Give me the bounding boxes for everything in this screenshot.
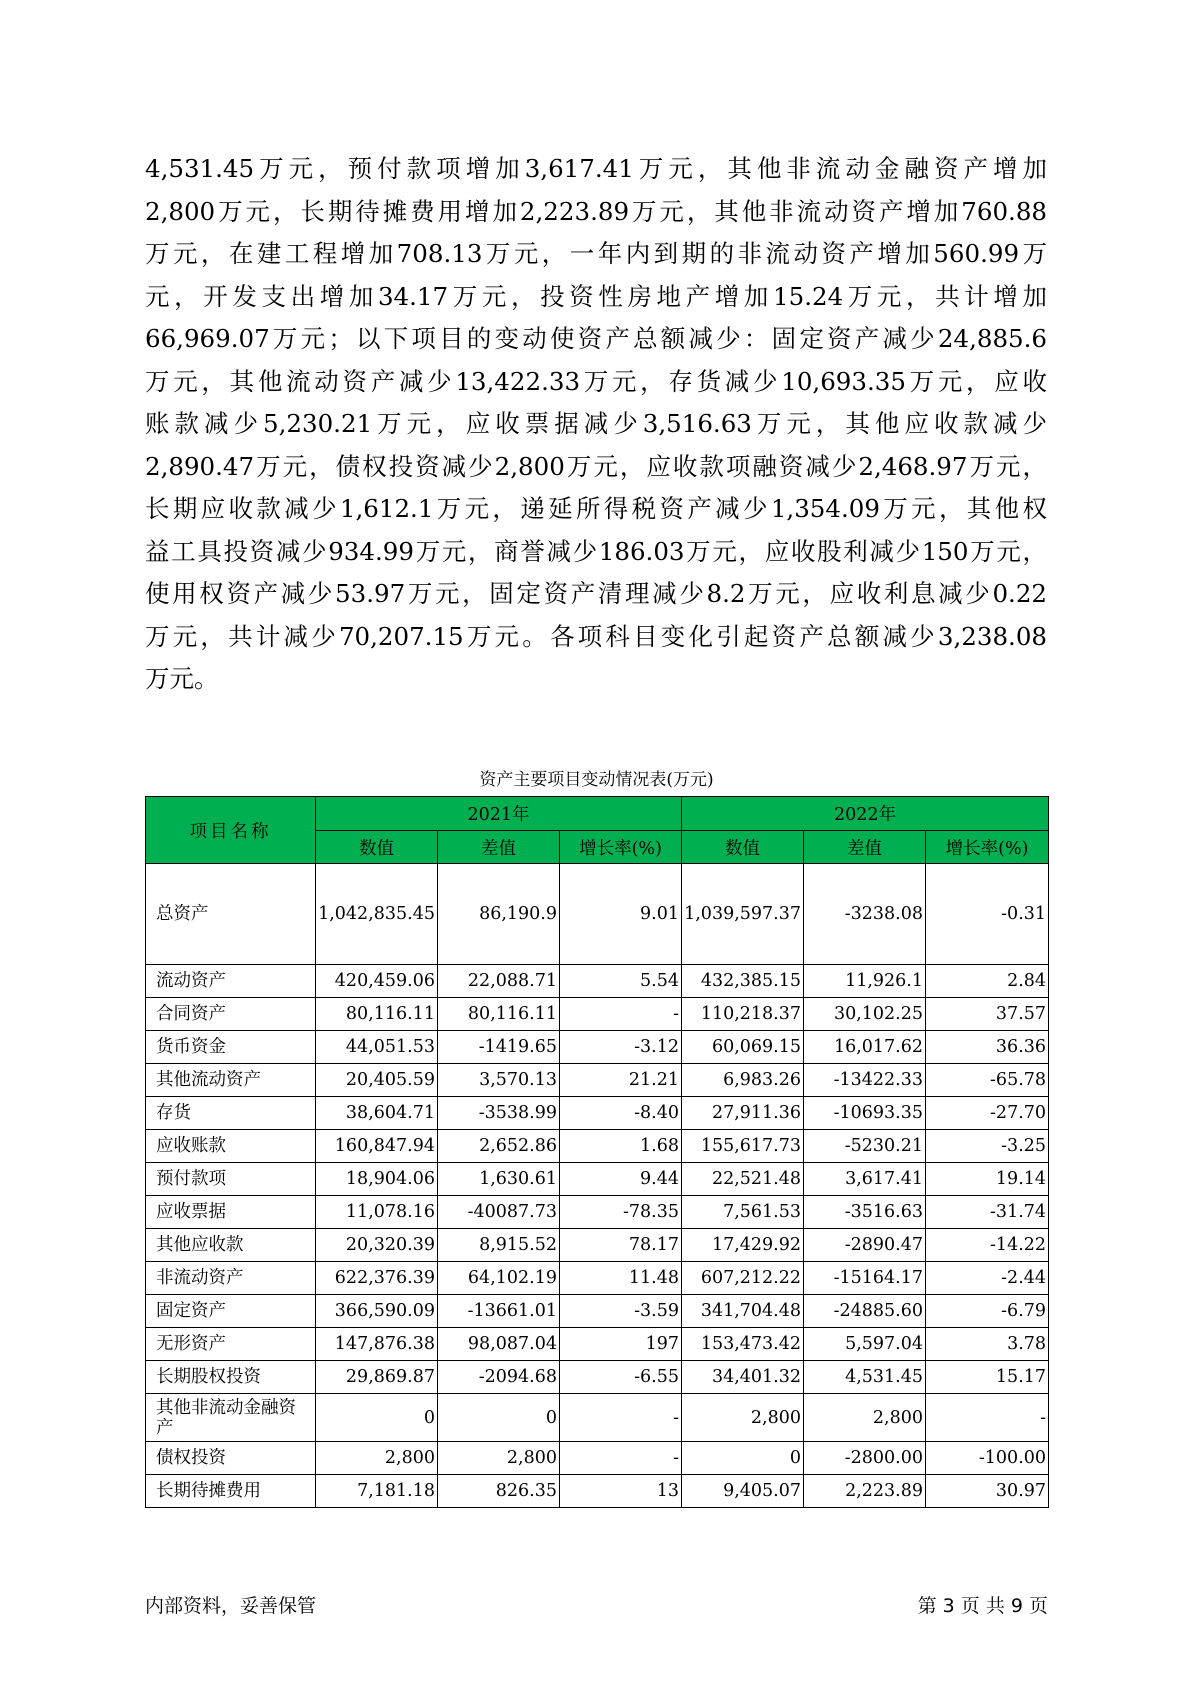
value-2022-cell: 155,617.73 (682, 1130, 804, 1163)
value-2022-cell: 7,561.53 (682, 1196, 804, 1229)
diff-2021-cell: 8,915.52 (438, 1229, 560, 1262)
diff-2021-cell: 2,652.86 (438, 1130, 560, 1163)
table-row (146, 1361, 1049, 1394)
table-row (146, 864, 1049, 965)
value-2022-cell: 17,429.92 (682, 1229, 804, 1262)
paragraph-line: 万元，在建工程增加708.13万元，一年内到期的非流动资产增加560.99万 (145, 239, 1047, 268)
table-row (146, 1064, 1049, 1097)
paragraph-line: 长期应收款减少1,612.1万元，递延所得税资产减少1,354.09万元，其他权 (145, 494, 1047, 523)
value-2021-cell: 1,042,835.45 (316, 864, 438, 965)
growth-2021-cell: 5.54 (560, 965, 682, 998)
diff-2021-cell: 0 (438, 1394, 560, 1442)
growth-2022-cell: -3.25 (926, 1130, 1049, 1163)
row-name-cell: 预付款项 (146, 1163, 316, 1196)
paragraph-line: 万元，其他流动资产减少13,422.33万元，存货减少10,693.35万元，应收 (145, 366, 1047, 396)
value-2022-cell: 6,983.26 (682, 1064, 804, 1097)
row-name-cell: 总资产 (146, 864, 316, 965)
value-2021-cell: 20,320.39 (316, 1229, 438, 1262)
growth-2021-cell: 11.48 (560, 1262, 682, 1295)
growth-2022-cell: -100.00 (926, 1442, 1049, 1475)
paragraph-line: 2,800万元，长期待摊费用增加2,223.89万元，其他非流动资产增加760.88 (145, 196, 1047, 226)
diff-2021-cell: 98,087.04 (438, 1328, 560, 1361)
growth-2022-cell: -27.70 (926, 1097, 1049, 1130)
diff-2022-cell: -24885.60 (804, 1295, 926, 1328)
row-name-cell: 其他应收款 (146, 1229, 316, 1262)
growth-2022-cell: 15.17 (926, 1361, 1049, 1394)
paragraph-line: 益工具投资减少934.99万元，商誉减少186.03万元，应收股利减少150万元， (145, 536, 1047, 566)
paragraph-line: 4,531.45万元，预付款项增加3,617.41万元，其他非流动金融资产增加 (145, 154, 1047, 183)
growth-2022-cell: -6.79 (926, 1295, 1049, 1328)
value-2022-cell: 2,800 (682, 1394, 804, 1442)
growth-2022-cell: 37.57 (926, 998, 1049, 1031)
value-2021-cell: 622,376.39 (316, 1262, 438, 1295)
growth-2022-cell: -65.78 (926, 1064, 1049, 1097)
growth-2021-cell: 13 (560, 1475, 682, 1508)
growth-2021-cell: -3.12 (560, 1031, 682, 1064)
growth-2022-cell: 30.97 (926, 1475, 1049, 1508)
diff-2021-cell: -13661.01 (438, 1295, 560, 1328)
growth-2021-cell: -3.59 (560, 1295, 682, 1328)
value-2021-cell: 147,876.38 (316, 1328, 438, 1361)
table-row (146, 1262, 1049, 1295)
value-2021-cell: 160,847.94 (316, 1130, 438, 1163)
paragraph-line: 2,890.47万元，债权投资减少2,800万元，应收款项融资减少2,468.97万元， (145, 451, 1047, 481)
table-row (146, 1196, 1049, 1229)
growth-2022-cell: 3.78 (926, 1328, 1049, 1361)
table-row (146, 1442, 1049, 1475)
value-2022-cell: 22,521.48 (682, 1163, 804, 1196)
row-name-cell: 债权投资 (146, 1442, 316, 1475)
table-body (146, 864, 1049, 1508)
paragraph-line: 万元。 (145, 664, 219, 693)
value-2022-cell: 432,385.15 (682, 965, 804, 998)
growth-2021-cell: - (560, 998, 682, 1031)
value-2021-cell: 80,116.11 (316, 998, 438, 1031)
asset-change-table (145, 796, 1049, 1508)
growth-2021-cell: 9.44 (560, 1163, 682, 1196)
growth-2021-cell: 9.01 (560, 864, 682, 965)
diff-2022-cell: 30,102.25 (804, 998, 926, 1031)
paragraph-line: 元，开发支出增加34.17万元，投资性房地产增加15.24万元，共计增加 (145, 281, 1047, 311)
value-2022-cell: 34,401.32 (682, 1361, 804, 1394)
header-growth: 增长率(%) (926, 831, 1049, 864)
row-name-cell: 存货 (146, 1097, 316, 1130)
diff-2021-cell: 80,116.11 (438, 998, 560, 1031)
row-name-cell: 固定资产 (146, 1295, 316, 1328)
diff-2021-cell: 64,102.19 (438, 1262, 560, 1295)
growth-2021-cell: - (560, 1442, 682, 1475)
diff-2021-cell: 3,570.13 (438, 1064, 560, 1097)
value-2021-cell: 18,904.06 (316, 1163, 438, 1196)
paragraph-line: 账款减少5,230.21万元，应收票据减少3,516.63万元，其他应收款减少 (145, 409, 1047, 438)
diff-2021-cell: 1,630.61 (438, 1163, 560, 1196)
value-2022-cell: 110,218.37 (682, 998, 804, 1031)
header-year-2021: 2021年 (316, 797, 682, 831)
paragraph-line: 使用权资产减少53.97万元，固定资产清理减少8.2万元，应收利息减少0.22 (145, 579, 1047, 608)
growth-2022-cell: 2.84 (926, 965, 1049, 998)
diff-2021-cell: 2,800 (438, 1442, 560, 1475)
value-2021-cell: 20,405.59 (316, 1064, 438, 1097)
header-diff: 差值 (438, 831, 560, 864)
row-name-cell: 应收票据 (146, 1196, 316, 1229)
value-2021-cell: 7,181.18 (316, 1475, 438, 1508)
footer-confidential-note: 内部资料，妥善保管 (145, 1595, 317, 1617)
diff-2022-cell: 3,617.41 (804, 1163, 926, 1196)
value-2021-cell: 29,869.87 (316, 1361, 438, 1394)
table-row (146, 998, 1049, 1031)
row-name-cell: 长期股权投资 (146, 1361, 316, 1394)
table-row (146, 1475, 1049, 1508)
diff-2021-cell: 826.35 (438, 1475, 560, 1508)
table-row (146, 1295, 1049, 1328)
diff-2022-cell: -3238.08 (804, 864, 926, 965)
growth-2021-cell: 197 (560, 1328, 682, 1361)
value-2021-cell: 0 (316, 1394, 438, 1442)
diff-2022-cell: 11,926.1 (804, 965, 926, 998)
diff-2022-cell: 2,800 (804, 1394, 926, 1442)
growth-2021-cell: 78.17 (560, 1229, 682, 1262)
paragraph-line: 万元，共计减少70,207.15万元。各项科目变化引起资产总额减少3,238.08 (145, 621, 1047, 651)
diff-2022-cell: -13422.33 (804, 1064, 926, 1097)
header-diff: 差值 (804, 831, 926, 864)
diff-2022-cell: -15164.17 (804, 1262, 926, 1295)
diff-2022-cell: 5,597.04 (804, 1328, 926, 1361)
diff-2022-cell: -5230.21 (804, 1130, 926, 1163)
value-2022-cell: 341,704.48 (682, 1295, 804, 1328)
footer-page-number: 第 3 页 共 9 页 (917, 1595, 1048, 1617)
value-2022-cell: 9,405.07 (682, 1475, 804, 1508)
value-2022-cell: 27,911.36 (682, 1097, 804, 1130)
diff-2022-cell: -3516.63 (804, 1196, 926, 1229)
row-name-cell: 应收账款 (146, 1130, 316, 1163)
diff-2021-cell: 86,190.9 (438, 864, 560, 965)
diff-2022-cell: 4,531.45 (804, 1361, 926, 1394)
diff-2022-cell: -2800.00 (804, 1442, 926, 1475)
growth-2021-cell: - (560, 1394, 682, 1442)
header-year-2022: 2022年 (682, 797, 1049, 831)
header-growth: 增长率(%) (560, 831, 682, 864)
row-name-cell: 长期待摊费用 (146, 1475, 316, 1508)
row-name-cell: 流动资产 (146, 965, 316, 998)
value-2021-cell: 420,459.06 (316, 965, 438, 998)
row-name-cell: 其他非流动金融资产 (146, 1394, 316, 1442)
header-value: 数值 (682, 831, 804, 864)
value-2022-cell: 607,212.22 (682, 1262, 804, 1295)
growth-2022-cell: -0.31 (926, 864, 1049, 965)
diff-2021-cell: -1419.65 (438, 1031, 560, 1064)
value-2021-cell: 38,604.71 (316, 1097, 438, 1130)
growth-2021-cell: -6.55 (560, 1361, 682, 1394)
row-name-cell: 无形资产 (146, 1328, 316, 1361)
growth-2021-cell: 1.68 (560, 1130, 682, 1163)
table-row (146, 1328, 1049, 1361)
table-row (146, 1097, 1049, 1130)
row-name-cell: 货币资金 (146, 1031, 316, 1064)
growth-2022-cell: -14.22 (926, 1229, 1049, 1262)
growth-2022-cell: -2.44 (926, 1262, 1049, 1295)
value-2021-cell: 2,800 (316, 1442, 438, 1475)
growth-2022-cell: 19.14 (926, 1163, 1049, 1196)
value-2022-cell: 1,039,597.37 (682, 864, 804, 965)
value-2022-cell: 60,069.15 (682, 1031, 804, 1064)
diff-2021-cell: -40087.73 (438, 1196, 560, 1229)
header-value: 数值 (316, 831, 438, 864)
diff-2021-cell: 22,088.71 (438, 965, 560, 998)
growth-2021-cell: -78.35 (560, 1196, 682, 1229)
table-row (146, 965, 1049, 998)
table-row (146, 1031, 1049, 1064)
table-title: 资产主要项目变动情况表(万元) (479, 770, 714, 790)
value-2022-cell: 153,473.42 (682, 1328, 804, 1361)
value-2021-cell: 44,051.53 (316, 1031, 438, 1064)
table-row (146, 1394, 1049, 1442)
value-2021-cell: 11,078.16 (316, 1196, 438, 1229)
diff-2021-cell: -2094.68 (438, 1361, 560, 1394)
diff-2021-cell: -3538.99 (438, 1097, 560, 1130)
row-name-cell: 非流动资产 (146, 1262, 316, 1295)
diff-2022-cell: -2890.47 (804, 1229, 926, 1262)
table-row (146, 1130, 1049, 1163)
header-item-name: 项目名称 (146, 797, 316, 864)
growth-2022-cell: - (926, 1394, 1049, 1442)
diff-2022-cell: 16,017.62 (804, 1031, 926, 1064)
value-2022-cell: 0 (682, 1442, 804, 1475)
diff-2022-cell: -10693.35 (804, 1097, 926, 1130)
paragraph-line: 66,969.07万元；以下项目的变动使资产总额减少：固定资产减少24,885.6 (145, 324, 1047, 353)
growth-2022-cell: -31.74 (926, 1196, 1049, 1229)
growth-2021-cell: 21.21 (560, 1064, 682, 1097)
growth-2022-cell: 36.36 (926, 1031, 1049, 1064)
diff-2022-cell: 2,223.89 (804, 1475, 926, 1508)
table-row (146, 1229, 1049, 1262)
row-name-cell: 其他流动资产 (146, 1064, 316, 1097)
growth-2021-cell: -8.40 (560, 1097, 682, 1130)
body-paragraph (145, 148, 1047, 701)
value-2021-cell: 366,590.09 (316, 1295, 438, 1328)
table-row (146, 1163, 1049, 1196)
row-name-cell: 合同资产 (146, 998, 316, 1031)
